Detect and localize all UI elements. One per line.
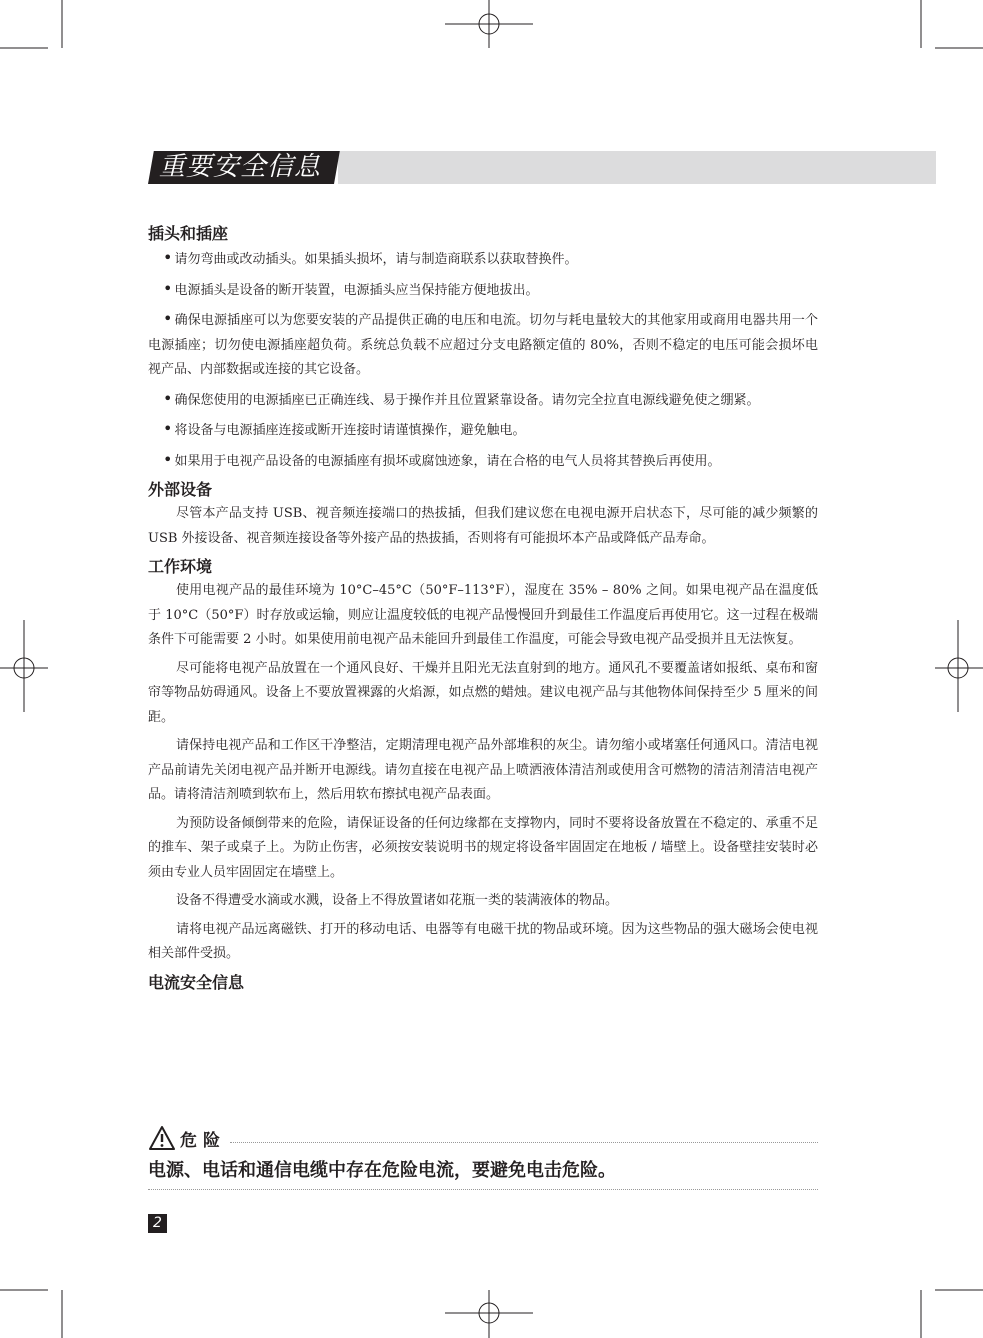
paragraph: 使用电视产品的最佳环境为 10°C–45°C（50°F–113°F），湿度在 35% – 80% 之间。如果电视产品在温度低于 10°C（50°F）时存放或运输，则应让温度较低的电视产品慢慢回升到最佳工作温度后再使用它。这一过程在极端条件下可能需要 2 小时。如果使用前电视产品未能回升到最佳工作温度，可能会导致电视产品受损并且无法恢复。 xyxy=(148,583,818,647)
list-item: • 确保您使用的电源插座已正确连线、易于操作并且位置紧靠设备。请勿完全拉直电源线避免使之绷紧。 xyxy=(163,388,760,408)
paragraph: 尽管本产品支持 USB、视音频连接端口的热拔插，但我们建议您在电视电源开启状态下，尽可能的减少频繁的 USB 外接设备、视音频连接设备等外接产品的热拔插，否则将有可能损坏本产品或降低产品寿命。 xyxy=(148,506,818,546)
danger-message: 电源、电话和通信电缆中存在危险电流，要避免电击危险。 xyxy=(148,1160,616,1181)
page-title-bar xyxy=(148,151,936,184)
list-item: • 将设备与电源插座连接或断开连接时请谨慎操作，避免触电。 xyxy=(163,419,526,438)
list-item: • 如果用于电视产品设备的电源插座有损坏或腐蚀迹象，请在合格的电气人员将其替换后再使用。 xyxy=(163,449,721,469)
bullet-icon: • xyxy=(163,278,173,298)
list-item: • 请勿弯曲或改动插头。如果插头损坏，请与制造商联系以获取替换件。 xyxy=(163,248,578,267)
danger-header xyxy=(148,1124,818,1152)
list-item: • 电源插头是设备的断开装置，电源插头应当保持能方便地拔出。 xyxy=(163,278,539,298)
dotted-divider xyxy=(148,1189,818,1190)
bullet-icon: • xyxy=(163,388,173,408)
bullet-icon: • xyxy=(163,309,173,328)
dotted-divider xyxy=(230,1142,818,1143)
bullet-icon: • xyxy=(163,419,173,438)
title-bar-background xyxy=(338,151,936,184)
page-title: 重要安全信息 xyxy=(148,151,340,184)
bullet-icon: • xyxy=(163,248,173,267)
danger-label: 危险 xyxy=(180,1130,226,1151)
paragraph: 设备不得遭受水滴或水溅，设备上不得放置诸如花瓶一类的装满液体的物品。 xyxy=(176,893,619,908)
warning-triangle-icon xyxy=(148,1125,176,1151)
danger-box xyxy=(148,1124,818,1190)
paragraph: 请将电视产品远离磁铁、打开的移动电话、电器等有电磁干扰的物品或环境。因为这些物品的强大磁场会使电视相关部件受损。 xyxy=(148,921,818,961)
section-heading-environment: 工作环境 xyxy=(148,557,213,576)
paragraph: 请保持电视产品和工作区干净整洁，定期清理电视产品外部堆积的灰尘。请勿缩小或堵塞任何通风口。清洁电视产品前请先关闭电视产品并断开电源线。请勿直接在电视产品上喷洒液体清洁剂或使用含可燃物的清洁剂清洁电视产品。请将清洁剂喷到软布上，然后用软布擦拭电视产品表面。 xyxy=(148,738,818,802)
paragraph: 为预防设备倾倒带来的危险，请保证设备的任何边缘都在支撑物内，同时不要将设备放置在不稳定的、承重不足的推车、架子或桌子上。为防止伤害，必须按安装说明书的规定将设备牢固固定在地板 / 墙壁上。设备壁挂安装时必须由专业人员牢固固定在墙壁上。 xyxy=(148,815,818,880)
list-item: • 确保电源插座可以为您要安装的产品提供正确的电压和电流。切勿与耗电量较大的其他家用或商用电器共用一个电源插座；切勿使电源插座超负荷。系统总负载不应超过分支电路额定值的 80%，否则不稳定的电压可能会损坏电视产品、内部数据或连接的其它设备。 xyxy=(148,309,818,377)
page-content xyxy=(148,222,818,995)
section-heading-external: 外部设备 xyxy=(148,480,213,499)
page-number: 2 xyxy=(148,1214,167,1233)
paragraph: 尽可能将电视产品放置在一个通风良好、干燥并且阳光无法直射到的地方。通风孔不要覆盖诸如报纸、桌布和窗帘等物品妨碍通风。设备上不要放置裸露的火焰源，如点燃的蜡烛。建议电视产品与其他物体间保持至少 5 厘米的间距。 xyxy=(148,660,818,725)
section-heading-plug: 插头和插座 xyxy=(148,224,229,243)
section-heading-electric: 电流安全信息 xyxy=(148,972,245,992)
bullet-icon: • xyxy=(163,449,173,469)
